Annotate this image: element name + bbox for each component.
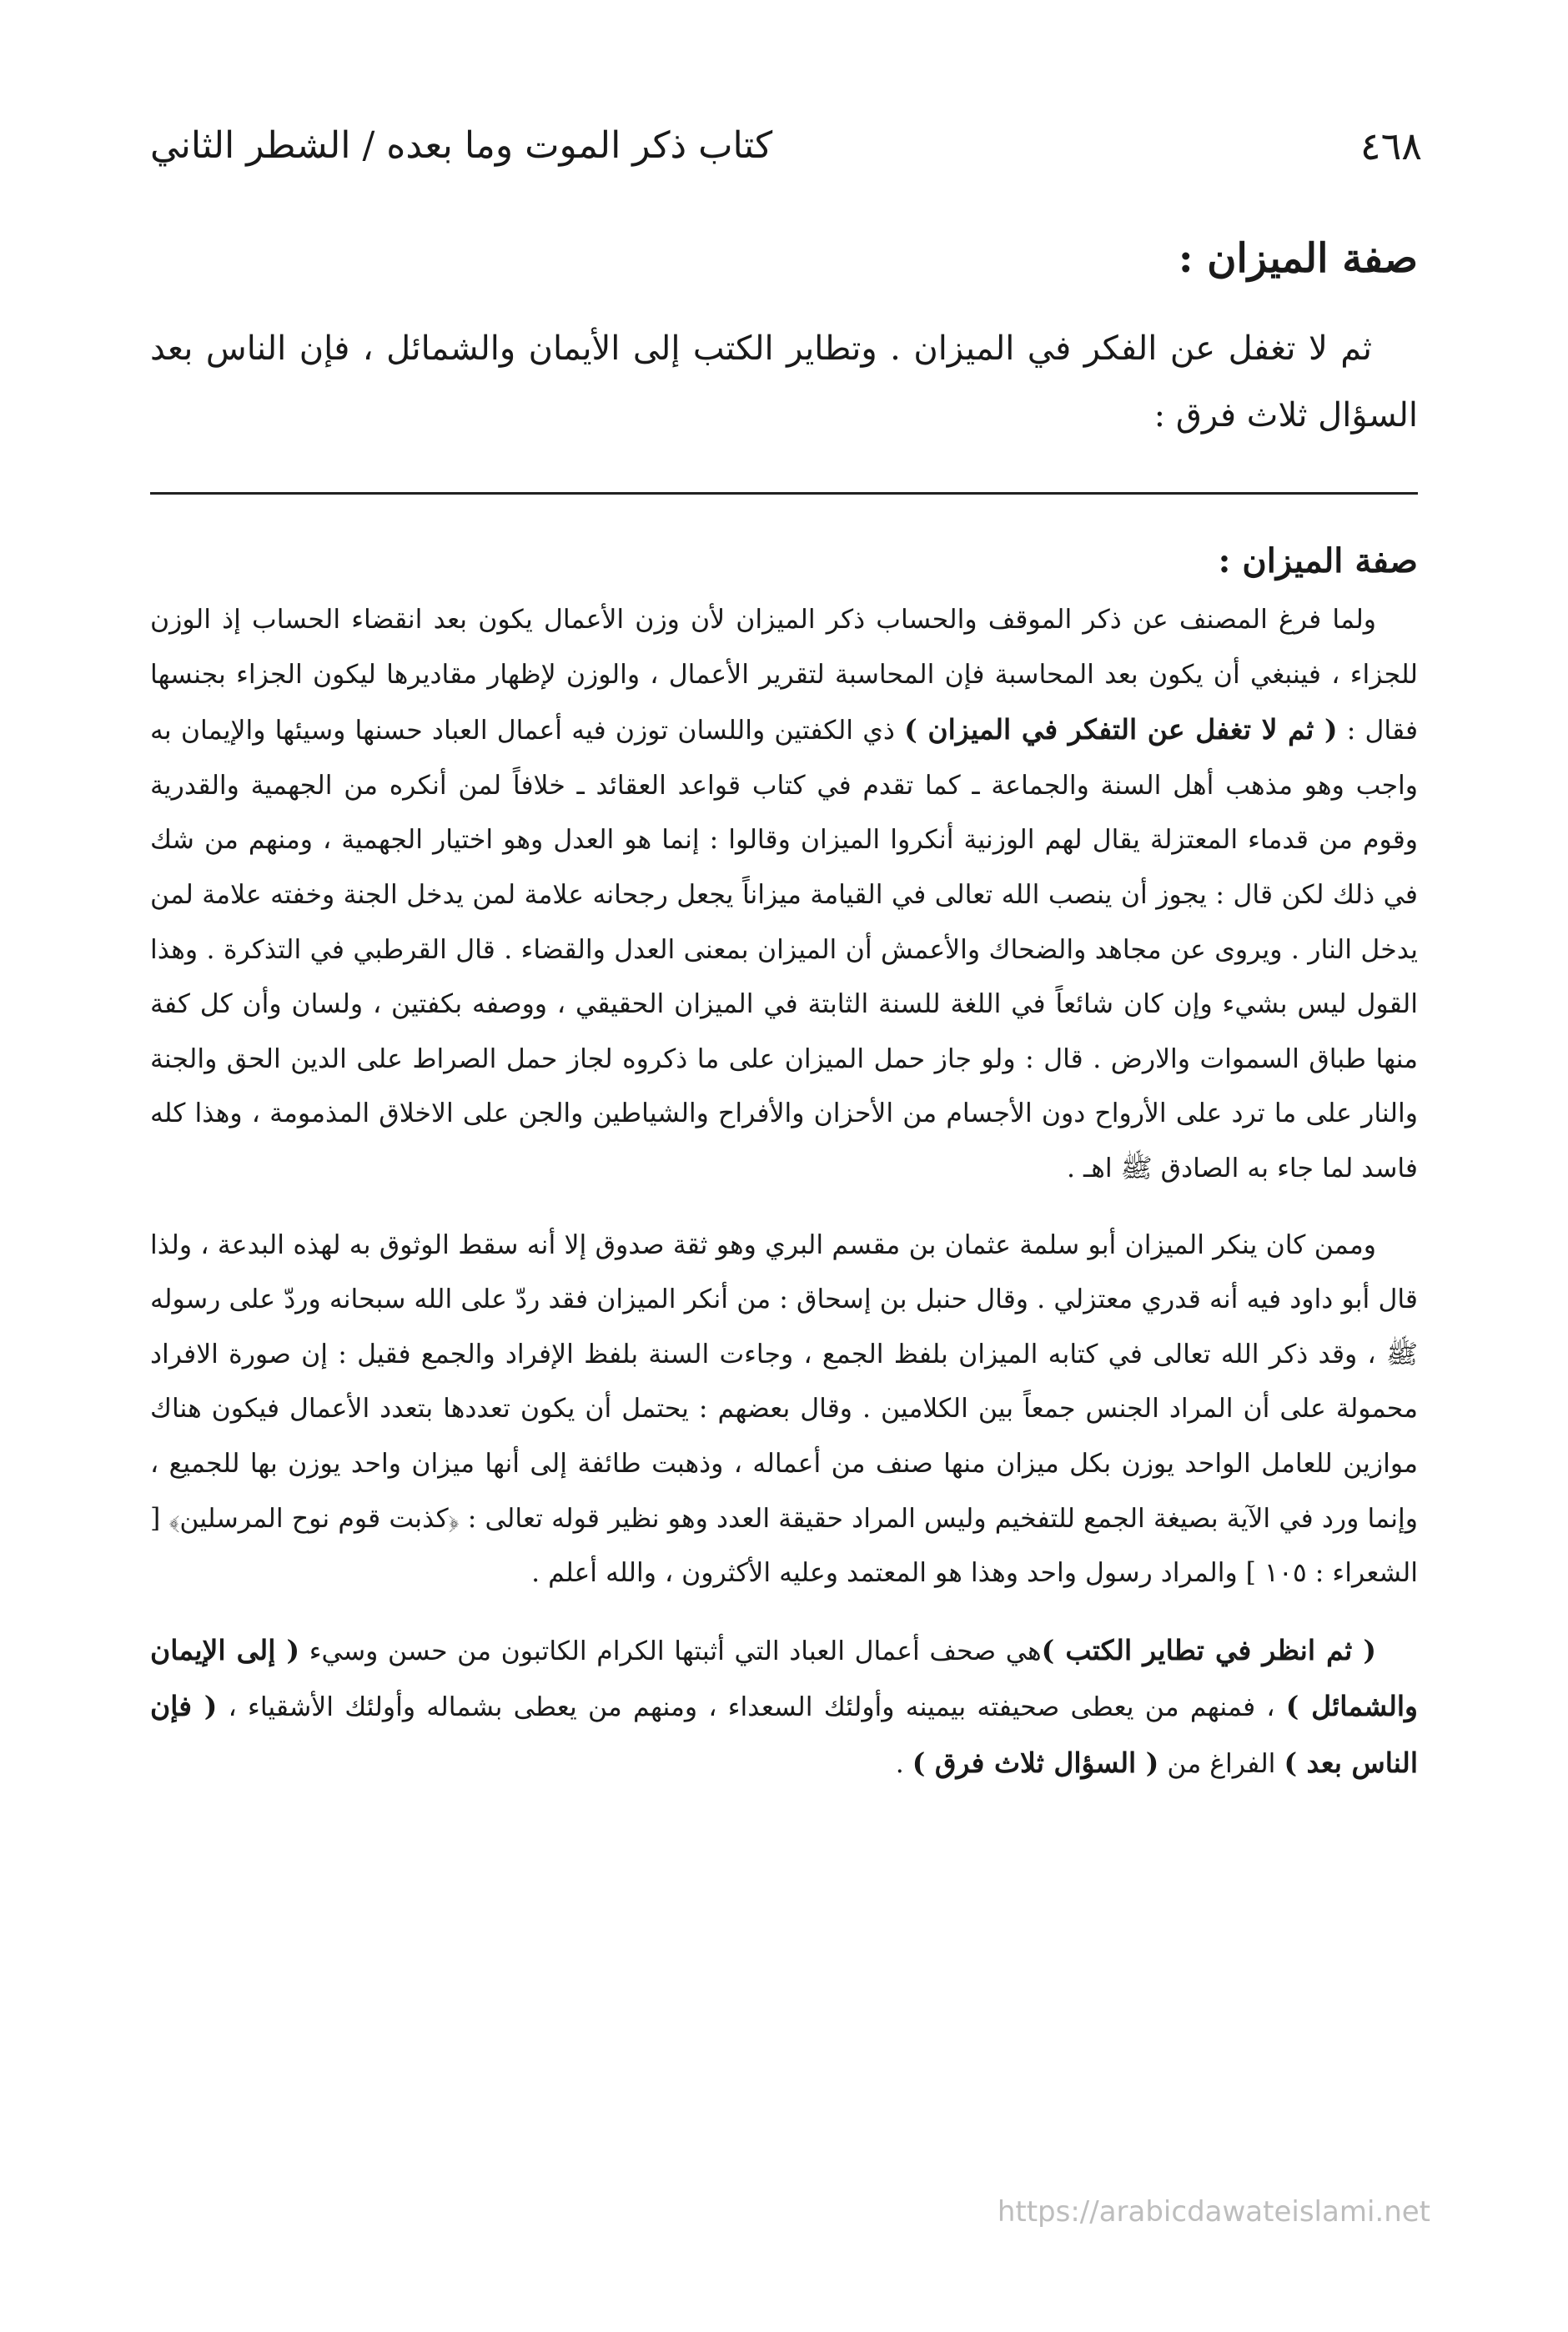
p3-quote-bold-4: ( السؤال ثلاث فرق ) [912, 1746, 1159, 1779]
section-divider [150, 492, 1418, 495]
commentary-paragraph-2: وممن كان ينكر الميزان أبو سلمة عثمان بن مقسم البري وهو ثقة صدوق إلا أنه سقط الوثوق به لهذه البدعة ، ولذا قال أبو داود فيه أنه قدري معتزلي . وقال حنبل بن إسحاق : من أنكر الميزان فقد ردّ على الله سبحانه وردّ على رسوله ﷺ ، وقد ذكر الله تعالى في كتابه الميزان بلفظ الجمع ، وجاءت السنة بلفظ الإفراد والجمع فقيل : إن صورة الافراد محمولة على أن المراد الجنس جمعاً بين الكلامين . وقال بعضهم : يحتمل أن يكون تعددها بتعدد الأعمال فيكون هناك موازين للعامل الواحد يوزن بكل ميزان منها صنف من أعماله ، وذهبت طائفة إلى أنها ميزان واحد يوزن بها للجميع ، وإنما ورد في الآية بصيغة الجمع للتفخيم وليس المراد حقيقة العدد وهو نظير قوله تعالى : ﴿كذبت قوم نوح المرسلين﴾ [ الشعراء : ١٠٥ ] والمراد رسول واحد وهذا هو المعتمد وعليه الأكثرون ، والله أعلم . [150, 1229, 1418, 1589]
commentary-paragraph-3 [150, 1623, 1418, 1792]
running-header [150, 117, 1422, 175]
p3-text-e: . [895, 1748, 904, 1779]
running-title: كتاب ذكر الموت وما بعده / الشطر الثاني [150, 124, 773, 167]
p3-text-a: هي صحف أعمال العباد التي أثبتها الكرام الكاتبون من حسن وسيء [309, 1636, 1042, 1666]
commentary-paragraph-1 [150, 593, 1418, 1197]
matn-heading: صفة الميزان : [1178, 235, 1418, 282]
p1-quote-bold: ( ثم لا تغفل عن التفكر في الميزان ) [904, 713, 1338, 746]
p1-text-c: ذي الكفتين واللسان توزن فيه أعمال العباد حسنها وسيئها والإيمان به واجب وهو مذهب أهل السنة والجماعة ـ كما تقدم في كتاب قواعد العقائد ـ خلافاً لمن أنكره من الجهمية والقدرية وقوم من قدماء المعتزلة يقال لهم الوزنية أنكروا الميزان وقالوا : إنما هو العدل وهو اختيار الجهمية ، ومنهم من شك في ذلك لكن قال : يجوز أن ينصب الله تعالى في القيامة ميزاناً يجعل رجحانه علامة لمن يدخل الجنة وخفته علامة لمن يدخل النار . ويروى عن مجاهد والضحاك والأعمش أن الميزان بمعنى العدل والقضاء . قال القرطبي في التذكرة . وهذا القول ليس بشيء وإن كان شائعاً في اللغة للسنة الثابتة في الميزان الحقيقي ، ووصفه بكفتين ، ولسان وأن كل كفة منها طباق السموات والارض . قال : ولو جاز حمل الميزان على ما ذكروه لجاز حمل الصراط على الدين الحق والجنة والنار على ما ترد على الأرواح دون الأجسام من الأحزان والأفراح والشياطين والجن على الاخلاق المذمومة ، وهذا كله فاسد لما جاء به الصادق ﷺ اهـ . [150, 716, 1418, 1184]
p3-text-d: الفراغ من [1167, 1748, 1276, 1779]
commentary-heading: صفة الميزان : [1218, 541, 1418, 580]
p1-text-a: ولما فرغ المصنف عن ذكر الموقف والحساب ذكر الميزان لأن وزن الأعمال يكون بعد انقضاء الحساب إذ الوزن للجزاء ، فينبغي أن يكون بعد المحاسبة فإن المحاسبة لتقرير الأعمال ، والوزن لإظهار مقاديرها ليكون الجزاء بجنسها فقال : [150, 605, 1419, 746]
source-watermark: https://arabicdawateislami.net [997, 2195, 1430, 2229]
p3-quote-bold-2: ( إلى الإيمان والشمائل ) [150, 1633, 1418, 1723]
page-number: ٤٦٨ [1359, 123, 1422, 168]
p3-quote-bold-1: ( ثم انظر في تطاير الكتب ) [1041, 1633, 1376, 1666]
matn-text: ثم لا تغفل عن الفكر في الميزان . وتطاير الكتب إلى الأيمان والشمائل ، فإن الناس بعد السؤال ثلاث فرق : [150, 329, 1418, 435]
p3-quote-bold-3: ( فإن الناس بعد ) [150, 1690, 1418, 1779]
p3-text-c: ، فمنهم من يعطى صحيفته بيمينه وأولئك السعداء ، ومنهم من يعطى بشماله وأولئك الأشقياء ، [228, 1692, 1275, 1723]
page-content [150, 225, 1418, 1792]
